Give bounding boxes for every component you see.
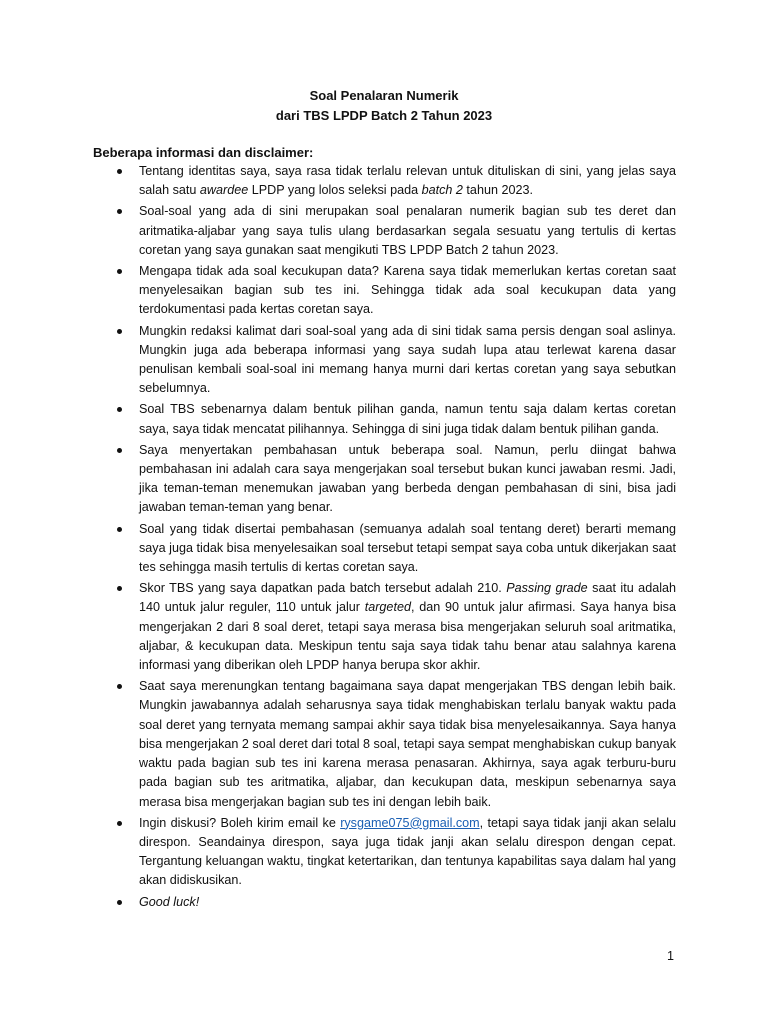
list-item: Ingin diskusi? Boleh kirim email ke rysgame075@gmail.com, tetapi saya tidak janji akan selalu direspon. Seandainya direspon, saya juga tidak janji akan selalu direspon dengan cepat. Tergantung keluangan waktu, tingkat ketertarikan, dan tentunya kapabilitas saya dalam hal yang akan didiskusikan. bbox=[93, 814, 676, 891]
bullet-icon bbox=[117, 527, 122, 532]
list-item: Soal-soal yang ada di sini merupakan soal penalaran numerik bagian sub tes deret dan aritmatika-aljabar yang saya tulis ulang berdasarkan segala sesuatu yang tertulis di kertas coretan yang saya gunakan saat mengikuti TBS LPDP Batch 2 tahun 2023. bbox=[93, 202, 676, 260]
document-title bbox=[0, 86, 768, 126]
bullet-icon bbox=[117, 821, 122, 826]
bullet-icon bbox=[117, 329, 122, 334]
bullet-icon bbox=[117, 169, 122, 174]
bullet-icon bbox=[117, 448, 122, 453]
bullet-icon bbox=[117, 900, 122, 905]
bullet-icon bbox=[117, 209, 122, 214]
list-item: Mengapa tidak ada soal kecukupan data? Karena saya tidak memerlukan kertas coretan saat menyelesaikan bagian sub tes ini. Sehingga tidak ada soal kecukupan data yang terdokumentasi pada kertas coretan saya. bbox=[93, 262, 676, 320]
title-line-1: Soal Penalaran Numerik bbox=[309, 88, 459, 103]
list-item: Tentang identitas saya, saya rasa tidak terlalu relevan untuk dituliskan di sini, yang jelas saya salah satu awardee LPDP yang lolos seleksi pada batch 2 tahun 2023. bbox=[93, 162, 676, 200]
title-line-2: dari TBS LPDP Batch 2 Tahun 2023 bbox=[275, 108, 493, 123]
list-item: Saya menyertakan pembahasan untuk beberapa soal. Namun, perlu diingat bahwa pembahasan ini adalah cara saya mengerjakan soal tersebut bukan kunci jawaban resmi. Jadi, jika teman-teman menemukan jawaban yang berbeda dengan pembahasan di sini, bisa jadi jawaban teman-teman yang benar. bbox=[93, 441, 676, 518]
list-item: Skor TBS yang saya dapatkan pada batch tersebut adalah 210. Passing grade saat itu adalah 140 untuk jalur reguler, 110 untuk jalur targeted, dan 90 untuk jalur afirmasi. Saya hanya bisa mengerjakan 2 dari 8 soal deret, tetapi saya merasa bisa mengerjakan seluruh soal aritmatika, aljabar, & kecukupan data. Meskipun tentu saja saya tidak tahu benar atau salahnya karena informasi yang diberikan oleh LPDP hanya berupa skor akhir. bbox=[93, 579, 676, 675]
disclaimer-list bbox=[93, 162, 676, 912]
list-item: Soal TBS sebenarnya dalam bentuk pilihan ganda, namun tentu saja dalam kertas coretan saya, saya tidak mencatat pilihannya. Sehingga di sini juga tidak dalam bentuk pilihan ganda. bbox=[93, 400, 676, 438]
bullet-icon bbox=[117, 407, 122, 412]
section-heading: Beberapa informasi dan disclaimer: bbox=[93, 145, 314, 160]
email-link[interactable]: rysgame075@gmail.com bbox=[340, 815, 480, 830]
list-item: Soal yang tidak disertai pembahasan (semuanya adalah soal tentang deret) berarti memang saya juga tidak bisa menyelesaikan soal tersebut tetapi sempat saya coba untuk dikerjakan saat tes sehingga masih tertulis di kertas coretan saya. bbox=[93, 520, 676, 578]
list-item: Good luck! bbox=[93, 893, 676, 912]
bullet-icon bbox=[117, 269, 122, 274]
page-number: 1 bbox=[667, 949, 675, 963]
bullet-icon bbox=[117, 684, 122, 689]
bullet-icon bbox=[117, 586, 122, 591]
list-item: Saat saya merenungkan tentang bagaimana saya dapat mengerjakan TBS dengan lebih baik. Mungkin jawabannya adalah seharusnya saya tidak menghabiskan terlalu banyak waktu pada soal deret yang ternyata memang sampai akhir saya tidak bisa menyelesaikannya. Saya hanya bisa mengerjakan 2 soal deret dari total 8 soal, tetapi saya sempat menghabiskan cukup banyak waktu pada bagian sub tes ini karena merasa penasaran. Akhirnya, saya agak terburu-buru pada bagian sub tes aritmatika, aljabar, dan kecukupan data, meskipun sebenarnya saya merasa bisa mengerjakan bagian sub tes ini dengan lebih baik. bbox=[93, 677, 676, 811]
list-item: Mungkin redaksi kalimat dari soal-soal yang ada di sini tidak sama persis dengan soal aslinya. Mungkin juga ada beberapa informasi yang saya sudah lupa atau terlewat karena dasar penulisan kembali soal-soal ini memang hanya murni dari kertas coretan yang saya sebutkan sebelumnya. bbox=[93, 322, 676, 399]
